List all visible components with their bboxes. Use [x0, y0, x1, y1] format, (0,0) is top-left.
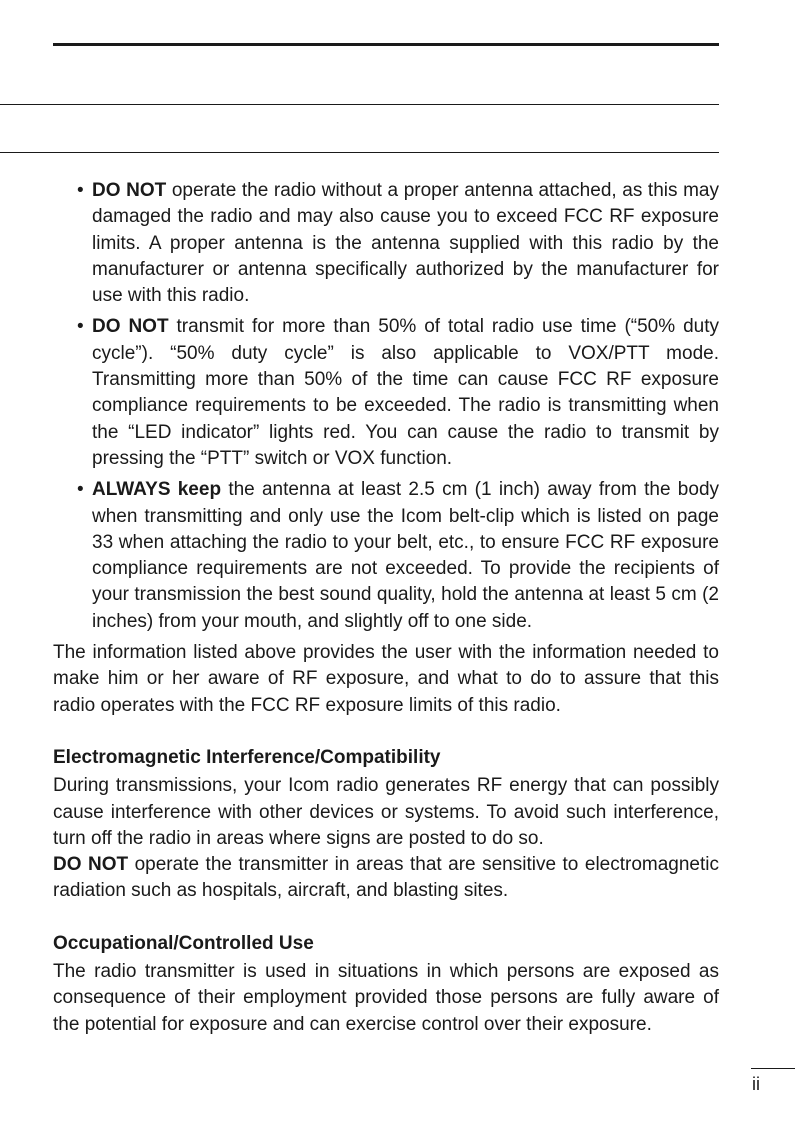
warning-item — [53, 314, 719, 472]
warning-list — [53, 178, 719, 635]
bullet-glyph: • — [77, 316, 84, 338]
warning-item — [53, 477, 719, 635]
emi-paragraph — [53, 773, 719, 904]
warning-text: the antenna at least 2.5 cm (1 inch) away from the body when transmitting and only use the Icom belt-clip which is listed on page 33 when attaching the radio to your belt, etc., to ensure FCC RF exposure compliance requirements are not exceeded. To provide the recipients of your transmission the best sound quality, hold the antenna at least 5 cm (2 inches) from your mouth, and slightly off to one side. — [92, 479, 720, 632]
occupational-heading: Occupational/Controlled Use — [53, 932, 314, 954]
top-rule — [53, 43, 719, 46]
summary-paragraph: The information listed above provides the user with the information needed to make him or her aware of RF exposure, and what to do to assure that this radio operates with the FCC RF exposure limits of this radio. — [53, 642, 719, 716]
section-rule — [0, 152, 719, 153]
emi-lead: DO NOT — [53, 854, 129, 876]
emi-heading: Electromagnetic Interference/Compatibility — [53, 746, 441, 768]
page-number-rule — [751, 1068, 795, 1069]
page-content — [53, 178, 719, 1038]
warning-lead: DO NOT — [92, 316, 169, 338]
emi-text-2: operate the transmitter in areas that are sensitive to electromagnetic radiation such as hospitals, aircraft, and blasting sites. — [53, 854, 719, 902]
warning-item — [53, 178, 719, 309]
header-rule — [0, 104, 719, 105]
emi-text: During transmissions, your Icom radio generates RF energy that can possibly cause interference with other devices or systems. To avoid such interference, turn off the radio in areas where signs are posted to do so. — [53, 775, 719, 849]
bullet-glyph: • — [77, 180, 84, 201]
page-number: ii — [752, 1074, 760, 1094]
bullet-glyph: • — [77, 479, 84, 501]
warning-lead: DO NOT — [92, 180, 167, 201]
warning-text: operate the radio without a proper antenna attached, as this may damaged the radio and may also cause you to exceed FCC RF exposure limits. A proper antenna is the antenna supplied with this radio by the manufacturer or antenna specifically authorized by the manufacturer for use with this radio. — [92, 180, 719, 307]
warning-text: transmit for more than 50% of total radio use time (“50% duty cycle”). “50% duty cycle” is also applicable to VOX/PTT mode. Transmitting more than 50% of the time can cause FCC RF exposure compliance requirements to be exceeded. The radio is transmitting when the “LED indicator” lights red. You can cause the radio to transmit by pressing the “PTT” switch or VOX function. — [92, 316, 719, 469]
occupational-paragraph: The radio transmitter is used in situations in which persons are exposed as consequence of their employment provided those persons are fully aware of the potential for exposure and can exercise control over their exposure. — [53, 961, 719, 1035]
warning-lead: ALWAYS keep — [92, 479, 222, 501]
